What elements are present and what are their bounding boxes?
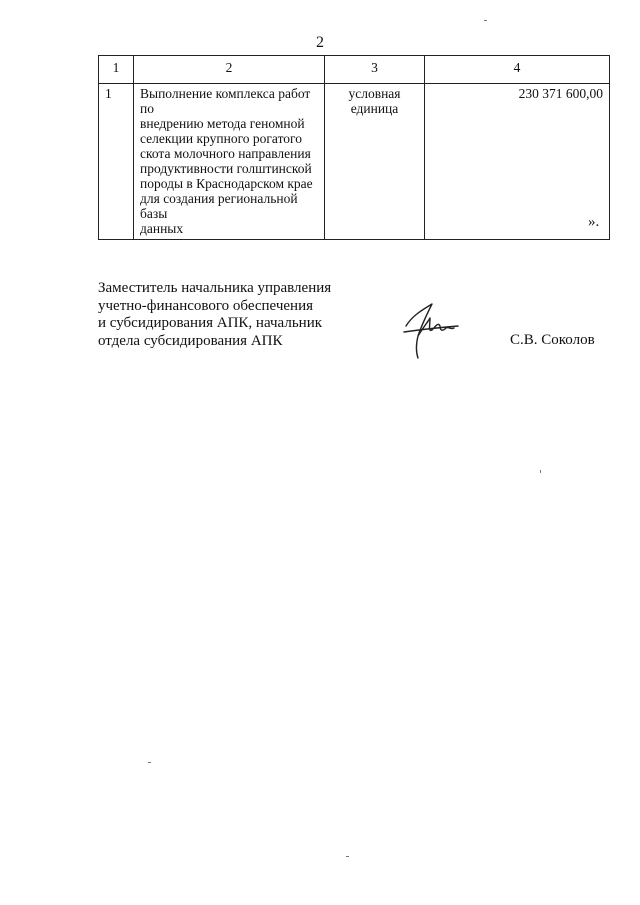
description-line: Выполнение комплекса работ по bbox=[140, 86, 311, 116]
table-header-cell: 2 bbox=[134, 56, 325, 84]
description-line: продуктивности голштинской bbox=[140, 161, 312, 176]
signatory-title-line: учетно-финансового обеспечения bbox=[98, 297, 313, 314]
description-line: породы в Краснодарском крае bbox=[140, 176, 313, 191]
scan-speck bbox=[346, 856, 349, 857]
table-header-row bbox=[99, 56, 610, 84]
description-line: скота молочного направления bbox=[140, 146, 311, 161]
signatory-title bbox=[98, 280, 338, 350]
scan-speck bbox=[484, 20, 487, 21]
page-number: 2 bbox=[316, 34, 324, 51]
signer-name: С.В. Соколов bbox=[510, 332, 595, 348]
unit-line: условная bbox=[348, 86, 401, 101]
row-description-cell bbox=[134, 84, 325, 240]
data-table bbox=[98, 55, 610, 240]
signatory-title-line: и субсидирования АПК, начальник bbox=[98, 315, 323, 331]
table-header-cell: 3 bbox=[325, 56, 425, 84]
handwritten-signature bbox=[398, 296, 462, 360]
row-number-cell: 1 bbox=[99, 84, 134, 240]
description-line: данных bbox=[140, 221, 184, 236]
signatory-title-line: отдела субсидирования АПК bbox=[98, 332, 283, 349]
row-amount-cell: 230 371 600,00 bbox=[425, 84, 610, 240]
scan-speck bbox=[540, 470, 541, 473]
table-header-cell: 4 bbox=[425, 56, 610, 84]
description-line: внедрению метода геномной bbox=[140, 116, 305, 131]
unit-line: единица bbox=[350, 101, 399, 116]
description-line: селекции крупного рогатого bbox=[140, 131, 302, 146]
table-header-cell: 1 bbox=[99, 56, 134, 84]
scan-speck bbox=[148, 762, 151, 763]
signatory-title-line: Заместитель начальника управления bbox=[98, 280, 332, 296]
description-line: для создания региональной базы bbox=[140, 191, 298, 221]
table-row bbox=[99, 84, 610, 240]
closing-quote: ». bbox=[588, 214, 600, 230]
row-unit-cell bbox=[325, 84, 425, 240]
